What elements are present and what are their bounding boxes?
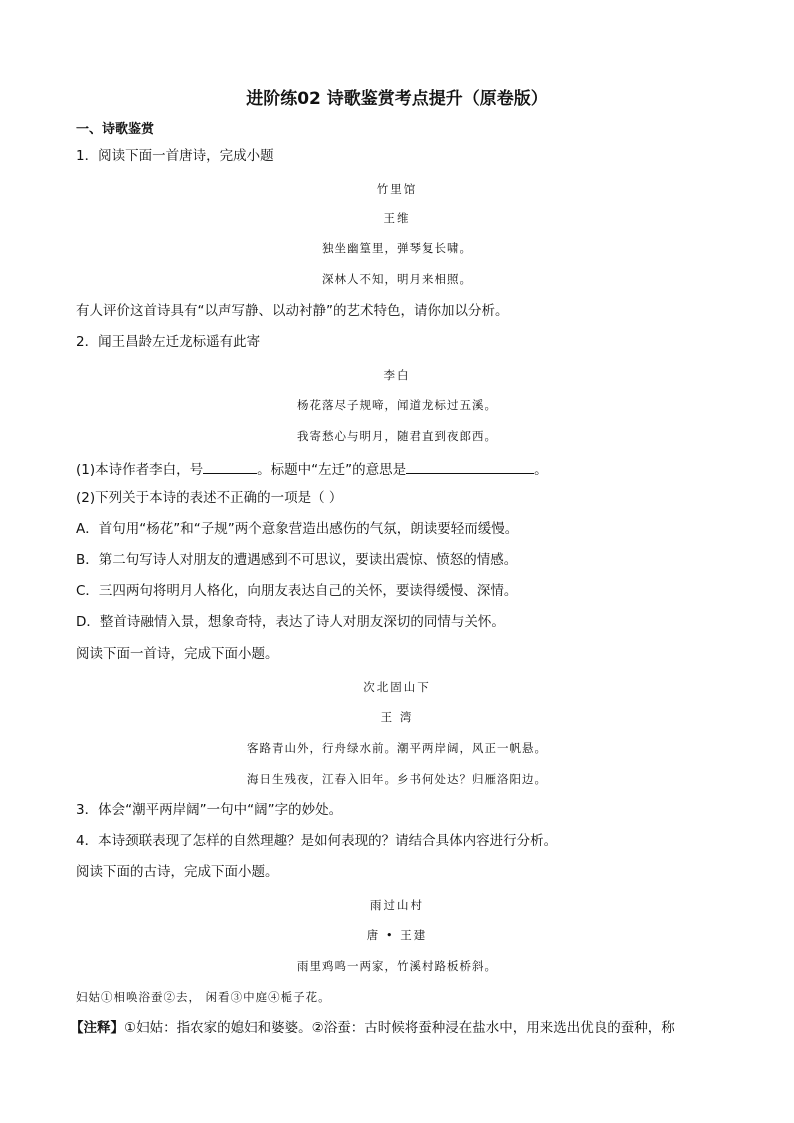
poem-2-author: 李白	[383, 368, 411, 382]
option-a: A．首句用“杨花”和“子规”两个意象营造出感伤的气氛，朗读要轻而缓慢。	[76, 521, 519, 537]
poem-4-line-2: 妇姑①相唤浴蚕②去， 闲看③中庭④栀子花。	[76, 990, 331, 1004]
question-2-sub-1	[76, 459, 548, 479]
answer-blank-1[interactable]	[203, 459, 257, 474]
poem-3-line-1: 客路青山外，行舟绿水前。潮平两岸阔，风正一帆悬。	[247, 741, 547, 755]
poem-2-line-2: 我寄愁心与明月，随君直到夜郎西。	[297, 429, 497, 443]
document-title: 进阶练02 诗歌鉴赏考点提升（原卷版）	[246, 89, 548, 109]
poem-1-line-1: 独坐幽篁里，弹琴复长啸。	[322, 241, 472, 255]
poem-4-author: 唐 • 王建	[366, 928, 428, 942]
poem-3-author: 王 湾	[380, 710, 414, 724]
poem-3-line-2: 海日生残夜，江春入旧年。乡书何处达？归雁洛阳边。	[247, 772, 547, 786]
option-c: C．三四两句将明月人格化，向朋友表达自己的关怀，要读得缓慢、深情。	[76, 583, 518, 599]
poem-1-author: 王维	[383, 211, 411, 225]
poem-2-line-1: 杨花落尽子规啼，闻道龙标过五溪。	[297, 398, 497, 412]
sub-1-text-c: 。	[534, 462, 548, 478]
poem-4-title: 雨过山村	[370, 898, 424, 912]
sub-1-text-b: 。标题中“左迁”的意思是	[257, 462, 407, 478]
section-heading: 一、诗歌鉴赏	[76, 122, 155, 137]
group-4-prompt: 阅读下面的古诗，完成下面小题。	[76, 864, 279, 880]
note-label: 【注释】	[70, 1020, 124, 1036]
question-3: 3．体会“潮平两岸阔”一句中“阔”字的妙处。	[76, 802, 343, 818]
question-1-text: 有人评价这首诗具有“以声写静、以动衬静”的艺术特色，请你加以分析。	[76, 303, 509, 319]
group-3-prompt: 阅读下面一首诗，完成下面小题。	[76, 646, 279, 662]
sub-1-text-a: (1)本诗作者李白，号	[76, 462, 204, 478]
poem-4-line-1: 雨里鸡鸣一两家，竹溪村路板桥斜。	[297, 959, 497, 973]
poem-1-line-2: 深林人不知，明月来相照。	[322, 272, 472, 286]
question-2-prompt: 2．闻王昌龄左迁龙标遥有此寄	[76, 334, 261, 350]
annotation-note	[70, 1019, 675, 1037]
poem-1-title: 竹里馆	[376, 182, 418, 196]
poem-3-title: 次北固山下	[363, 680, 431, 694]
question-2-sub-2: (2)下列关于本诗的表述不正确的一项是（ ）	[76, 490, 343, 506]
option-b: B．第二句写诗人对朋友的遭遇感到不可思议，要读出震惊、愤怒的情感。	[76, 552, 518, 568]
question-1-prompt: 1．阅读下面一首唐诗，完成小题	[76, 148, 274, 164]
note-text: ①妇姑：指农家的媳妇和婆婆。②浴蚕：古时候将蚕种浸在盐水中，用来选出优良的蚕种，称	[124, 1020, 675, 1036]
question-4: 4．本诗颈联表现了怎样的自然理趣？是如何表现的？请结合具体内容进行分析。	[76, 833, 558, 849]
answer-blank-2[interactable]	[406, 459, 534, 474]
option-d: D．整首诗融情入景，想象奇特，表达了诗人对朋友深切的同情与关怀。	[76, 614, 505, 630]
